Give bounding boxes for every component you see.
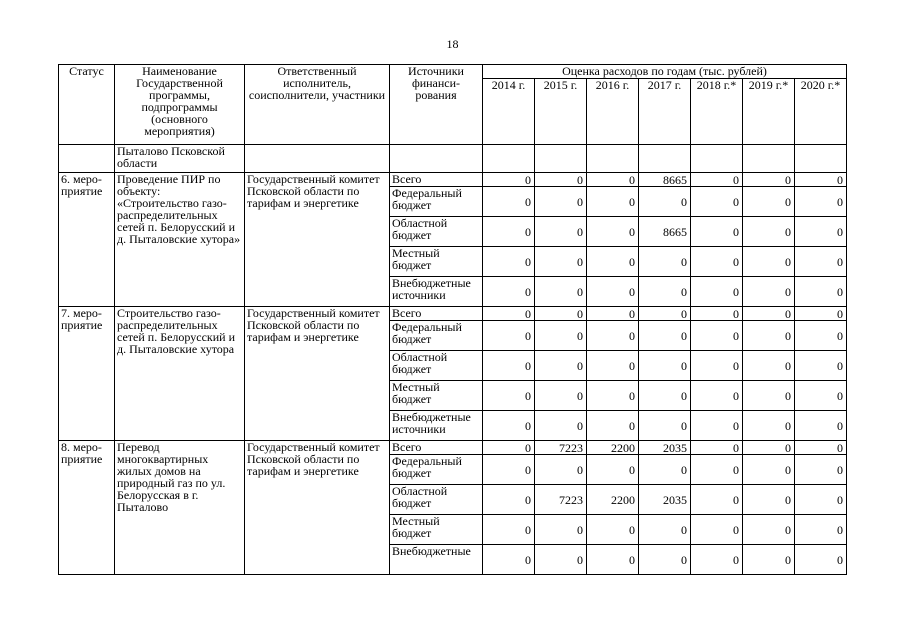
source-cell: Федеральный бюджет — [390, 187, 483, 217]
value-cell: 0 — [535, 321, 587, 351]
value-cell: 0 — [535, 351, 587, 381]
value-cell: 0 — [743, 321, 795, 351]
header-year: 2014 г. — [483, 79, 535, 145]
source-cell: Внебюджетные источники — [390, 411, 483, 441]
value-cell: 0 — [639, 545, 691, 575]
value-cell: 8665 — [639, 217, 691, 247]
continuation-row — [59, 145, 847, 173]
value-cell: 0 — [483, 173, 535, 187]
value-cell: 0 — [639, 307, 691, 321]
value-cell: 0 — [535, 381, 587, 411]
source-cell: Местный бюджет — [390, 247, 483, 277]
header-sources: Источники финанси-рования — [390, 65, 483, 145]
source-cell: Федеральный бюджет — [390, 455, 483, 485]
value-cell: 0 — [691, 455, 743, 485]
source-cell: Всего — [390, 173, 483, 187]
value-cell: 0 — [483, 455, 535, 485]
value-cell: 0 — [691, 187, 743, 217]
source-cell: Всего — [390, 441, 483, 455]
source-cell: Областной бюджет — [390, 351, 483, 381]
value-cell: 0 — [535, 187, 587, 217]
expenses-table — [58, 64, 847, 575]
value-cell: 0 — [587, 545, 639, 575]
value-cell: 0 — [743, 485, 795, 515]
name-cell: Перевод многоквартирных жилых домов на природный газ по ул. Белорусская в г. Пыталово — [115, 441, 245, 575]
header-year: 2017 г. — [639, 79, 691, 145]
value-cell: 0 — [535, 411, 587, 441]
header-year: 2018 г.* — [691, 79, 743, 145]
value-cell: 0 — [743, 455, 795, 485]
value-cell: 0 — [483, 381, 535, 411]
value-cell: 0 — [587, 217, 639, 247]
value-cell: 0 — [795, 307, 847, 321]
value-cell: 0 — [535, 515, 587, 545]
value-cell: 0 — [639, 411, 691, 441]
value-cell: 0 — [691, 485, 743, 515]
value-cell: 2035 — [639, 441, 691, 455]
value-cell: 0 — [639, 247, 691, 277]
table-row — [59, 441, 847, 455]
value-cell: 0 — [691, 321, 743, 351]
value-cell: 0 — [743, 247, 795, 277]
value-cell: 0 — [483, 441, 535, 455]
value-cell: 0 — [743, 411, 795, 441]
value-cell: 0 — [535, 217, 587, 247]
value-cell: 0 — [795, 247, 847, 277]
value-cell: 0 — [691, 381, 743, 411]
value-cell: 0 — [743, 187, 795, 217]
value-cell: 0 — [795, 515, 847, 545]
value-cell: 0 — [483, 545, 535, 575]
value-cell: 0 — [691, 411, 743, 441]
value-cell: 0 — [535, 277, 587, 307]
value-cell: 0 — [743, 515, 795, 545]
value-cell: 0 — [639, 455, 691, 485]
value-cell: 0 — [795, 441, 847, 455]
page-number: 18 — [446, 37, 459, 51]
value-cell: 0 — [795, 381, 847, 411]
source-cell: Местный бюджет — [390, 515, 483, 545]
value-cell: 0 — [587, 247, 639, 277]
value-cell: 0 — [483, 247, 535, 277]
value-cell: 0 — [795, 187, 847, 217]
value-cell: 0 — [483, 217, 535, 247]
value-cell: 0 — [535, 455, 587, 485]
value-cell: 0 — [795, 173, 847, 187]
status-cell: 7. меро-приятие — [59, 307, 115, 441]
source-cell: Федеральный бюджет — [390, 321, 483, 351]
value-cell: 0 — [743, 307, 795, 321]
value-cell: 0 — [743, 351, 795, 381]
value-cell: 0 — [587, 411, 639, 441]
name-cell: Проведение ПИР по объекту: «Строительство газо-распределительных сетей п. Белорусский и д. Пыталовские хутора» — [115, 173, 245, 307]
header-year: 2015 г. — [535, 79, 587, 145]
continuation-text: Пыталово Псковской области — [115, 145, 245, 173]
source-cell: Внебюджетные — [390, 545, 483, 575]
header-status: Статус — [59, 65, 115, 145]
source-cell: Областной бюджет — [390, 217, 483, 247]
value-cell: 0 — [743, 277, 795, 307]
value-cell: 0 — [639, 187, 691, 217]
source-cell: Местный бюджет — [390, 381, 483, 411]
value-cell: 0 — [795, 217, 847, 247]
value-cell: 0 — [483, 321, 535, 351]
responsible-cell: Государственный комитет Псковской области по тарифам и энергетике — [245, 307, 390, 441]
value-cell: 0 — [691, 351, 743, 381]
value-cell: 0 — [587, 277, 639, 307]
value-cell: 0 — [483, 307, 535, 321]
value-cell: 0 — [743, 217, 795, 247]
header-costs: Оценка расходов по годам (тыс. рублей) — [483, 65, 847, 79]
value-cell: 0 — [691, 247, 743, 277]
value-cell: 2200 — [587, 485, 639, 515]
source-cell: Областной бюджет — [390, 485, 483, 515]
value-cell: 0 — [535, 173, 587, 187]
table-row — [59, 173, 847, 187]
value-cell: 0 — [795, 455, 847, 485]
status-cell: 8. меро-приятие — [59, 441, 115, 575]
value-cell: 0 — [483, 277, 535, 307]
source-cell: Всего — [390, 307, 483, 321]
value-cell: 0 — [743, 173, 795, 187]
value-cell: 0 — [483, 515, 535, 545]
value-cell: 0 — [795, 545, 847, 575]
source-cell: Внебюджетные источники — [390, 277, 483, 307]
value-cell: 0 — [587, 515, 639, 545]
responsible-cell: Государственный комитет Псковской области по тарифам и энергетике — [245, 173, 390, 307]
value-cell: 0 — [587, 307, 639, 321]
value-cell: 0 — [691, 515, 743, 545]
header-name: Наименование Государственной программы, подпрограммы (основного мероприятия) — [115, 65, 245, 145]
responsible-cell: Государственный комитет Псковской области по тарифам и энергетике — [245, 441, 390, 575]
value-cell: 0 — [483, 187, 535, 217]
value-cell: 0 — [535, 307, 587, 321]
header-responsible: Ответственный исполнитель, соисполнители, участники — [245, 65, 390, 145]
value-cell: 0 — [587, 173, 639, 187]
value-cell: 7223 — [535, 485, 587, 515]
value-cell: 0 — [691, 173, 743, 187]
header-year: 2016 г. — [587, 79, 639, 145]
value-cell: 0 — [691, 545, 743, 575]
value-cell: 0 — [587, 455, 639, 485]
value-cell: 0 — [639, 515, 691, 545]
value-cell: 0 — [743, 545, 795, 575]
value-cell: 0 — [795, 321, 847, 351]
value-cell: 0 — [743, 381, 795, 411]
header-year: 2020 г.* — [795, 79, 847, 145]
value-cell: 0 — [639, 381, 691, 411]
value-cell: 0 — [587, 187, 639, 217]
value-cell: 7223 — [535, 441, 587, 455]
value-cell: 0 — [587, 351, 639, 381]
table-row — [59, 307, 847, 321]
value-cell: 0 — [691, 277, 743, 307]
value-cell: 0 — [587, 321, 639, 351]
value-cell: 0 — [795, 277, 847, 307]
value-cell: 0 — [483, 351, 535, 381]
value-cell: 0 — [639, 321, 691, 351]
value-cell: 0 — [795, 351, 847, 381]
value-cell: 0 — [691, 307, 743, 321]
value-cell: 2035 — [639, 485, 691, 515]
value-cell: 0 — [483, 411, 535, 441]
value-cell: 0 — [743, 441, 795, 455]
value-cell: 2200 — [587, 441, 639, 455]
value-cell: 0 — [535, 247, 587, 277]
value-cell: 0 — [691, 441, 743, 455]
value-cell: 8665 — [639, 173, 691, 187]
value-cell: 0 — [795, 411, 847, 441]
header-year: 2019 г.* — [743, 79, 795, 145]
value-cell: 0 — [639, 277, 691, 307]
value-cell: 0 — [795, 485, 847, 515]
status-cell: 6. меро-приятие — [59, 173, 115, 307]
name-cell: Строительство газо-распределительных сетей п. Белорусский и д. Пыталовские хутора — [115, 307, 245, 441]
value-cell: 0 — [587, 381, 639, 411]
value-cell: 0 — [691, 217, 743, 247]
value-cell: 0 — [483, 485, 535, 515]
value-cell: 0 — [535, 545, 587, 575]
value-cell: 0 — [639, 351, 691, 381]
